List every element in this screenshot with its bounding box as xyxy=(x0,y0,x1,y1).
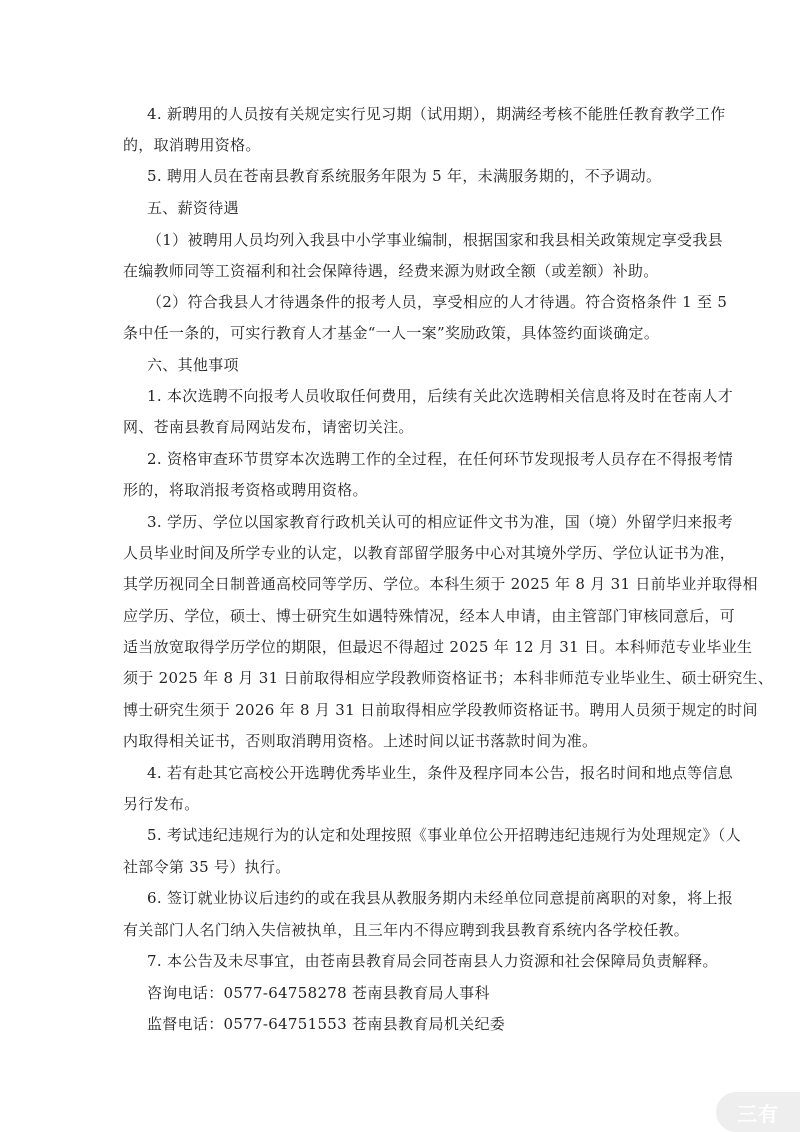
paragraph-line: 4. 若有赴其它高校公开选聘优秀毕业生，条件及程序同本公告，报名时间和地点等信息 xyxy=(147,764,734,782)
watermark-badge xyxy=(716,1092,800,1132)
section-heading: 五、薪资待遇 xyxy=(147,199,239,217)
contact-line: 咨询电话：0577-64758278 苍南县教育局人事科 xyxy=(147,984,490,1002)
paragraph-line: 博士研究生须于 2026 年 8 月 31 日前取得相应学段教师资格证书。聘用人员须于规定的时间 xyxy=(123,701,758,719)
paragraph-line: 其学历视同全日制普通高校同等学历、学位。本科生须于 2025 年 8 月 31 日前毕业并取得相 xyxy=(123,575,758,593)
paragraph-line: 有关部门人名门纳入失信被执单，且三年内不得应聘到我县教育系统内各学校任教。 xyxy=(123,921,690,939)
paragraph-line: 须于 2025 年 8 月 31 日前取得相应学段教师资格证书；本科非师范专业毕业生、硕士研究生、 xyxy=(123,669,774,687)
paragraph-line: 5. 考试违纪违规行为的认定和处理按照《事业单位公开招聘违纪违规行为处理规定》（人 xyxy=(147,826,741,844)
paragraph-line: 的，取消聘用资格。 xyxy=(123,136,261,154)
paragraph-line: 网、苍南县教育局网站发布，请密切关注。 xyxy=(123,418,414,436)
contact-line: 监督电话：0577-64751553 苍南县教育局机关纪委 xyxy=(147,1015,506,1033)
paragraph-line: 社部令第 35 号）执行。 xyxy=(123,858,291,876)
paragraph-line: 2. 资格审查环节贯穿本次选聘工作的全过程，在任何环节发现报考人员存在不得报考情 xyxy=(147,450,734,468)
section-heading: 六、其他事项 xyxy=(147,356,239,374)
paragraph-line: 人员毕业时间及所学专业的认定，以教育部留学服务中心对其境外学历、学位认证书为准， xyxy=(123,544,736,562)
paragraph-line: 另行发布。 xyxy=(123,795,200,813)
paragraph-line: 1. 本次选聘不向报考人员收取任何费用，后续有关此次选聘相关信息将及时在苍南人才 xyxy=(147,387,734,405)
paragraph-line: 6. 签订就业协议后违约的或在我县从教服务期内未经单位同意提前离职的对象，将上报 xyxy=(147,889,734,907)
paragraph-line: 形的，将取消报考资格或聘用资格。 xyxy=(123,481,368,499)
watermark-text: 三有 xyxy=(737,1101,779,1126)
paragraph-line: 应学历、学位，硕士、博士研究生如遇特殊情况，经本人申请，由主管部门审核同意后，可 xyxy=(123,607,736,625)
paragraph-line: 3. 学历、学位以国家教育行政机关认可的相应证件文书为准，国（境）外留学归来报考 xyxy=(147,513,734,531)
paragraph-line: 在编教师同等工资福利和社会保障待遇，经费来源为财政全额（或差额）补助。 xyxy=(123,262,659,280)
paragraph-line: （2）符合我县人才待遇条件的报考人员，享受相应的人才待遇。符合资格条件 1 至 5 xyxy=(147,293,728,311)
paragraph-line: 条中任一条的，可实行教育人才基金“一人一案”奖励政策，具体签约面谈确定。 xyxy=(123,324,660,342)
paragraph-line: 4. 新聘用的人员按有关规定实行见习期（试用期），期满经考核不能胜任教育教学工作 xyxy=(147,105,726,123)
paragraph-line: 内取得相关证书，否则取消聘用资格。上述时间以证书落款时间为准。 xyxy=(123,732,598,750)
paragraph-line: （1）被聘用人员均列入我县中小学事业编制，根据国家和我县相关政策规定享受我县 xyxy=(147,231,723,249)
paragraph-line: 适当放宽取得学历学位的期限，但最迟不得超过 2025 年 12 月 31 日。本科师范专业毕业生 xyxy=(123,638,753,656)
paragraph-line: 5. 聘用人员在苍南县教育系统服务年限为 5 年，未满服务期的，不予调动。 xyxy=(147,167,662,185)
paragraph-line: 7. 本公告及未尽事宜，由苍南县教育局会同苍南县人力资源和社会保障局负责解释。 xyxy=(147,952,718,970)
